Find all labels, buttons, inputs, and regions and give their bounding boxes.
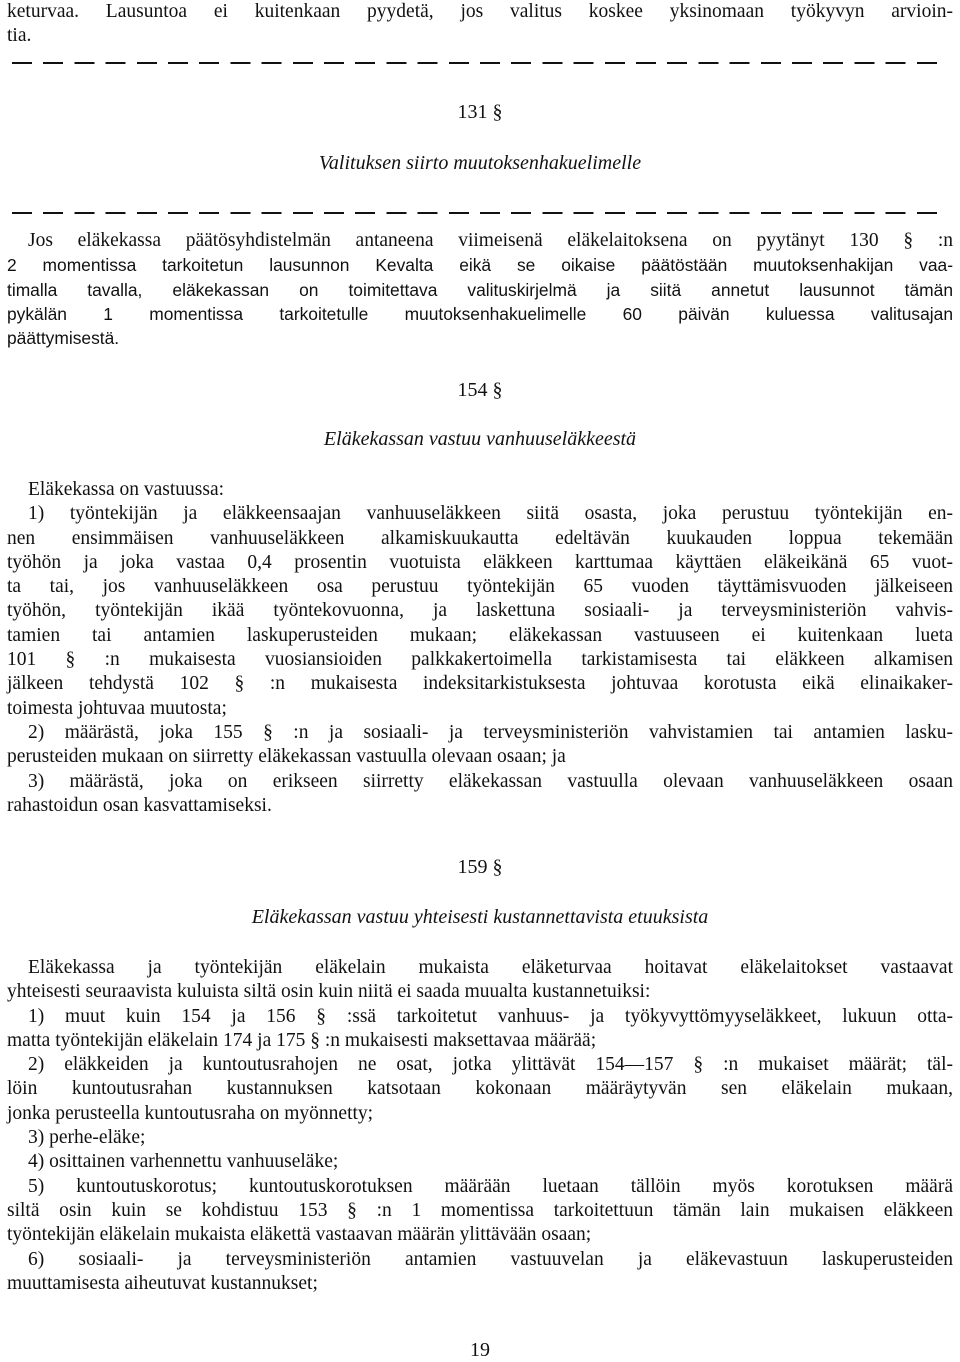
text-line: nen ensimmäisen vanhuuseläkkeen alkamiskuukautta edeltävän kuukauden loppua tekemään (7, 527, 953, 549)
text-line: työntekijän eläkelain mukaista eläkettä vastaavan määrän ylittävään osaan; (7, 1224, 592, 1246)
top-paragraph (7, 0, 953, 49)
text-line: päättymisestä. (7, 328, 120, 349)
text-line: perusteiden mukaan on siirretty eläkekassan vastuulla olevaan osaan; ja (7, 746, 566, 768)
text-line: timalla tavalla, eläkekassan on toimitettava valituskirjelmä ja siitä annetut lausunnot tämän (7, 279, 953, 300)
separator-line (12, 62, 948, 64)
text-line: löin kuntoutusrahan kustannuksen katsotaan kokonaan määräytyvän sen eläkelain mukaan, (7, 1078, 953, 1100)
text-line: 1) muut kuin 154 ja 156 § :ssä tarkoitetut vanhuus- ja työkyvyttömyyseläkkeet, lukuun otta- (28, 1005, 953, 1027)
text-line: Eläkekassa on vastuussa: (28, 479, 225, 500)
text-line: siltä osin kuin se kohdistuu 153 § :n 1 momentissa tarkoitettuun tämän lain mukaisen eläkkeen (7, 1199, 953, 1221)
text-line: jälkeen tehdystä 102 § :n mukaisesta indeksitarkistuksesta johtuvaa korotusta eikä elinaikaker- (7, 673, 953, 695)
text-line: 101 § :n mukaisesta vuosiansioiden palkkakertoimella tarkistamisesta tai eläkkeen alkamisen (7, 649, 953, 671)
text-line: 1) työntekijän ja eläkkeensaajan vanhuuseläkkeen siitä osasta, joka perustuu työntekijän en- (28, 503, 953, 525)
section-number: 154 § (457, 379, 503, 401)
section-symbol-icon: § (492, 379, 503, 401)
section-body (7, 478, 953, 818)
text-line: rahastoidun osan kasvattamiseksi. (7, 794, 272, 816)
section-body (7, 956, 953, 1296)
section-heading: Valituksen siirto muutoksenhakuelimelle (318, 152, 642, 174)
text-line: 4) osittainen varhennettu vanhuuseläke; (28, 1151, 339, 1173)
text-line: 2 momentissa tarkoitetun lausunnon Kevalta eikä se oikaise päätöstään muutoksenhakijan vaa- (7, 255, 953, 276)
text-line: matta työntekijän eläkelain 174 ja 175 § :n mukaisesti maksettavaa määrää; (7, 1029, 597, 1051)
section-symbol-icon: § (492, 101, 503, 123)
text-line: keturvaa. Lausuntoa ei kuitenkaan pyydetä, jos valitus koskee yksinomaan työkyvyn arvioin- (7, 1, 953, 22)
text-line: 3) perhe-eläke; (28, 1127, 146, 1149)
separator-line (12, 212, 948, 214)
text-line: työhön ja joka vastaa 0,4 prosentin vuotuista eläkkeen karttumaa käyttäen eläkeikänä 65 vuot- (7, 551, 953, 573)
text-line: muuttamisesta aiheutuvat kustannukset; (7, 1272, 318, 1294)
section-body (7, 229, 953, 350)
section-heading: Eläkekassan vastuu yhteisesti kustannettavista etuuksista (251, 906, 709, 928)
text-line: yhteisesti seuraavista kuluista siltä osin kuin niitä ei saada muualta kustannetuiksi: (7, 981, 651, 1003)
text-line: 5) kuntoutuskorotus; kuntoutuskorotuksen määrään luetaan tällöin myös korotuksen määrä (28, 1175, 953, 1197)
section-number: 159 § (457, 856, 503, 878)
text-line: tia. (7, 25, 32, 47)
text-line: pykälän 1 momentissa tarkoitetulle muutoksenhakuelimelle 60 päivän kuluessa valitusajan (7, 303, 953, 324)
text-line: työhön, työntekijän ikää työntekovuonna, ja laskettuna sosiaali- ja terveysministeriön vahvis- (7, 600, 953, 622)
text-line: ta tai, jos vanhuuseläkkeen osa perustuu työntekijän 65 vuoden täyttämisvuoden jälkeiseen (7, 576, 953, 598)
page-number: 19 (470, 1339, 490, 1361)
text-line: tamien tai antamien laskuperusteiden mukaan; eläkekassan vastuuseen ei kuitenkaan lueta (7, 624, 953, 646)
text-line: toimesta johtuvaa muutosta; (7, 697, 227, 719)
text-line: 2) määrästä, joka 155 § :n ja sosiaali- ja terveysministeriön vahvistamien tai antamien lasku- (28, 721, 953, 743)
section-number: 131 § (457, 101, 503, 123)
text-line: Eläkekassa ja työntekijän eläkelain mukaista eläketurvaa hoitavat eläkelaitokset vastaavat (28, 957, 953, 978)
section-symbol-icon: § (492, 856, 503, 878)
text-line: 3) määrästä, joka on erikseen siirretty eläkekassan vastuulla olevaan vanhuuseläkkeen osaan (28, 770, 953, 792)
text-line: 6) sosiaali- ja terveysministeriön antamien vastuuvelan ja eläkevastuun laskuperusteiden (28, 1248, 953, 1270)
section-heading: Eläkekassan vastuu vanhuuseläkkeestä (323, 428, 637, 450)
text-line: jonka perusteella kuntoutusraha on myönnetty; (7, 1102, 374, 1124)
text-line: Jos eläkekassa päätösyhdistelmän antaneena viimeisenä eläkelaitoksena on pyytänyt 130 § :n (28, 230, 953, 251)
text-line: 2) eläkkeiden ja kuntoutusrahojen ne osat, jotka ylittävät 154—157 § :n mukaiset määrät; täl- (28, 1054, 953, 1076)
